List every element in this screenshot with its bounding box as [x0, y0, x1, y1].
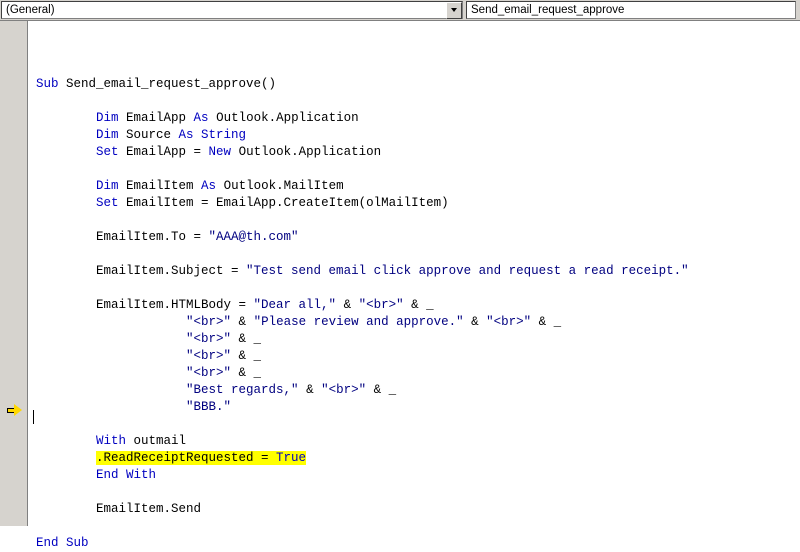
code-token: "<br>"	[486, 315, 532, 329]
code-token: "<br>"	[358, 298, 404, 312]
code-token: outmail	[133, 434, 187, 448]
code-token: &	[336, 298, 359, 312]
object-dropdown[interactable]	[1, 1, 463, 19]
code-line	[36, 416, 800, 433]
code-token: As	[193, 111, 217, 125]
code-line	[36, 484, 800, 501]
code-editor-area[interactable]	[0, 21, 800, 550]
code-token: "<br>"	[186, 332, 232, 346]
code-token: True	[276, 451, 307, 465]
code-line	[36, 144, 800, 161]
code-token: Outlook.MailItem	[223, 179, 344, 193]
code-token: End With	[96, 468, 157, 482]
code-token	[36, 366, 186, 380]
code-token: "Please review and approve."	[253, 315, 464, 329]
code-line	[36, 501, 800, 518]
code-token: & _	[231, 366, 262, 380]
code-token: End Sub	[36, 536, 89, 550]
margin-indicator-bar[interactable]	[0, 21, 28, 526]
code-token: Dim	[96, 179, 127, 193]
code-token: With	[96, 434, 134, 448]
code-token: EmailItem = EmailApp.CreateItem(olMailItem)	[126, 196, 449, 210]
code-token: Outlook.Application	[216, 111, 359, 125]
code-line	[36, 297, 800, 314]
code-token	[36, 128, 96, 142]
code-token: Send_email_request_approve()	[66, 77, 277, 91]
code-line	[36, 535, 800, 552]
code-line	[36, 246, 800, 263]
procedure-dropdown-value: Send_email_request_approve	[471, 3, 625, 16]
code-token: New	[208, 145, 239, 159]
code-token	[36, 349, 186, 363]
yellow-arrow-icon	[7, 404, 23, 416]
code-token: Dim	[96, 111, 127, 125]
chevron-down-icon[interactable]	[446, 2, 462, 19]
code-token: EmailApp	[126, 111, 194, 125]
code-token	[36, 451, 96, 465]
code-token: EmailItem	[126, 179, 202, 193]
code-line	[36, 280, 800, 297]
code-token: Set	[96, 145, 127, 159]
code-line	[36, 331, 800, 348]
code-line	[36, 76, 800, 93]
code-token	[36, 468, 96, 482]
code-line	[36, 178, 800, 195]
code-token: "<br>"	[186, 315, 232, 329]
code-line	[36, 161, 800, 178]
object-dropdown-value: (General)	[6, 3, 55, 16]
code-token: & _	[531, 315, 562, 329]
code-token	[36, 383, 186, 397]
code-token: "Dear all,"	[253, 298, 337, 312]
code-line	[36, 93, 800, 110]
code-line	[36, 110, 800, 127]
code-token	[36, 145, 96, 159]
code-line	[36, 127, 800, 144]
code-token: .ReadReceiptRequested =	[96, 451, 277, 465]
code-token: "<br>"	[186, 349, 232, 363]
code-token	[36, 332, 186, 346]
code-line	[36, 518, 800, 535]
code-line	[36, 433, 800, 450]
text-caret	[33, 410, 34, 424]
code-line	[36, 365, 800, 382]
code-token: EmailItem.Subject =	[36, 264, 247, 278]
code-token: "Best regards,"	[186, 383, 299, 397]
code-token: Outlook.Application	[238, 145, 382, 159]
code-pane-header	[0, 0, 800, 21]
code-token: As String	[178, 128, 247, 142]
code-line	[36, 348, 800, 365]
code-token: & _	[403, 298, 434, 312]
code-token: & _	[231, 349, 262, 363]
code-token: &	[298, 383, 322, 397]
code-token: As	[201, 179, 224, 193]
code-line	[36, 263, 800, 280]
code-token: EmailItem.HTMLBody =	[36, 298, 254, 312]
code-token: "Test send email click approve and request a read receipt."	[246, 264, 689, 278]
code-token: Dim	[96, 128, 127, 142]
code-line	[36, 382, 800, 399]
procedure-dropdown[interactable]	[466, 1, 796, 19]
code-line	[36, 450, 800, 467]
code-token: &	[463, 315, 487, 329]
code-line	[36, 212, 800, 229]
code-token	[36, 111, 96, 125]
code-token: EmailItem.To =	[36, 230, 209, 244]
code-token	[36, 400, 186, 414]
code-token: "<br>"	[186, 366, 232, 380]
code-token: EmailApp =	[126, 145, 209, 159]
code-line	[36, 467, 800, 484]
code-token: "<br>"	[321, 383, 367, 397]
code-line	[36, 314, 800, 331]
code-token: "BBB."	[186, 400, 232, 414]
code-token	[36, 434, 96, 448]
code-token	[36, 179, 96, 193]
code-token: & _	[231, 332, 262, 346]
code-token: EmailItem.Send	[36, 502, 202, 516]
code-token: & _	[366, 383, 397, 397]
code-token: &	[231, 315, 254, 329]
code-line	[36, 229, 800, 246]
code-token: "AAA@th.com"	[208, 230, 299, 244]
code-token	[36, 196, 96, 210]
code-token: Sub	[36, 77, 67, 91]
code-line	[36, 399, 800, 416]
code-token: Set	[96, 196, 127, 210]
code-line	[36, 195, 800, 212]
code-token	[36, 315, 186, 329]
code-text[interactable]	[28, 21, 800, 550]
code-token: Source	[126, 128, 179, 142]
